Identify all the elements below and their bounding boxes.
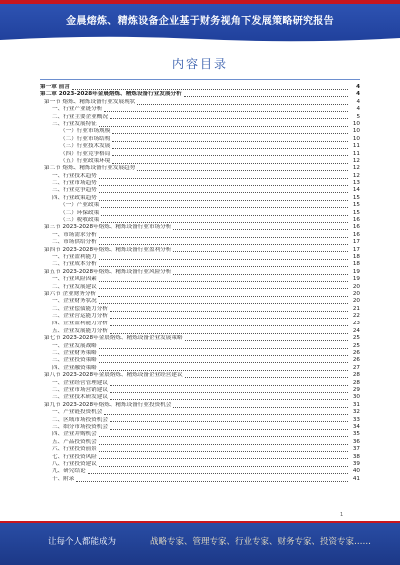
toc-leader-dots xyxy=(101,215,348,216)
toc-entry[interactable] xyxy=(40,284,360,291)
toc-entry-label: 第七节 2023-2028年金晨熔炼、精炼设备企业发展策略 xyxy=(44,335,183,342)
toc-entry-page: 34 xyxy=(352,423,360,430)
toc-entry-page: 32 xyxy=(352,409,360,416)
toc-entry-label: 三、企业营运能力分析 xyxy=(52,313,108,320)
report-header xyxy=(0,0,400,44)
toc-entry-label: （一）产业政策 xyxy=(60,202,100,209)
toc-entry-page: 4 xyxy=(356,84,360,90)
toc-leader-dots xyxy=(112,163,348,164)
toc-entry[interactable] xyxy=(40,106,360,113)
toc-leader-dots xyxy=(72,89,348,90)
toc-leader-dots xyxy=(99,362,348,363)
toc-entry-page: 37 xyxy=(352,446,360,453)
toc-entry[interactable] xyxy=(40,321,360,328)
toc-entry[interactable] xyxy=(40,335,360,342)
toc-entry-label: 第六节 企业财务分析 xyxy=(44,290,97,297)
toc-entry[interactable] xyxy=(40,276,360,283)
toc-entry-label: 二、市场供给分析 xyxy=(52,239,97,246)
toc-entry[interactable] xyxy=(40,402,360,409)
toc-entry-page: 17 xyxy=(352,246,360,253)
report-footer xyxy=(0,521,400,565)
toc-entry[interactable] xyxy=(40,343,360,350)
toc-leader-dots xyxy=(173,274,348,275)
toc-entry[interactable] xyxy=(40,114,360,121)
toc-entry-page: 18 xyxy=(352,253,360,260)
toc-entry[interactable] xyxy=(40,84,360,91)
toc-leader-dots xyxy=(101,222,348,223)
toc-entry-page: 21 xyxy=(352,305,360,312)
toc-entry-label: （五）行业政策环境 xyxy=(60,157,111,164)
toc-leader-dots xyxy=(173,229,348,230)
toc-entry-page: 20 xyxy=(352,290,360,297)
toc-entry[interactable] xyxy=(40,217,360,224)
toc-entry-page: 15 xyxy=(352,202,360,209)
toc-entry-label: 一、企业发展战略 xyxy=(52,342,97,349)
toc-leader-dots xyxy=(99,466,348,467)
toc-entry-label: 五、企业发展能力分析 xyxy=(52,327,108,334)
toc-entry-label: 一、企业财务状况 xyxy=(52,298,97,305)
toc-leader-dots xyxy=(137,170,348,171)
toc-divider xyxy=(40,79,360,80)
toc-entry-label: 三、行业发展特征 xyxy=(52,120,97,127)
toc-leader-dots xyxy=(112,133,348,134)
toc-entry-label: 一、行业风险因素 xyxy=(52,276,97,283)
toc-entry[interactable] xyxy=(40,136,360,143)
toc-entry-page: 31 xyxy=(352,401,360,408)
toc-entry[interactable] xyxy=(40,195,360,202)
toc-entry-label: （三）行业技术发展 xyxy=(60,143,111,150)
toc-leader-dots xyxy=(110,325,348,326)
toc-entry[interactable] xyxy=(40,424,360,431)
toc-title: 内容目录 xyxy=(171,57,228,71)
toc-leader-dots xyxy=(185,377,348,378)
toc-entry[interactable] xyxy=(40,417,360,424)
toc-entry[interactable] xyxy=(40,387,360,394)
toc-entry-label: 九、研究结论 xyxy=(52,468,86,475)
toc-entry[interactable] xyxy=(40,380,360,387)
toc-entry-label: （二）环保政策 xyxy=(60,209,100,216)
toc-entry-page: 11 xyxy=(352,150,360,157)
toc-entry-page: 29 xyxy=(352,387,360,393)
toc-entry-label: 七、行业投资风险 xyxy=(52,453,97,460)
toc-entry-label: 第一章 前言 xyxy=(40,84,70,90)
toc-entry-page: 17 xyxy=(352,239,360,246)
toc-entry[interactable] xyxy=(40,254,360,261)
toc-entry-label: 一、行业产业链分析 xyxy=(52,106,103,113)
footer-accent-stripe xyxy=(0,521,400,523)
toc-leader-dots xyxy=(104,111,348,112)
toc-entry[interactable] xyxy=(40,99,360,106)
toc-entry-label: 二、区域市场投资机会 xyxy=(52,416,108,423)
toc-leader-dots xyxy=(99,192,348,193)
toc-entry-label: 第一节 熔炼、精炼设备行业发展现状 xyxy=(44,98,136,105)
toc-leader-dots xyxy=(110,333,348,334)
toc-entry-page: 16 xyxy=(352,217,360,224)
toc-entry[interactable] xyxy=(40,454,360,461)
toc-leader-dots xyxy=(110,399,348,400)
toc-leader-dots xyxy=(99,303,348,304)
toc-entry-label: 第九节 2023-2028年熔炼、精炼设备行业投资机会 xyxy=(44,401,172,408)
toc-entry[interactable] xyxy=(40,468,360,475)
toc-entry[interactable] xyxy=(40,151,360,158)
toc-entry[interactable] xyxy=(40,291,360,298)
toc-entry-label: 六、行业投资前景 xyxy=(52,446,97,453)
toc-entry[interactable] xyxy=(40,261,360,268)
toc-entry-page: 4 xyxy=(356,91,360,98)
toc-entry[interactable] xyxy=(40,328,360,335)
report-title: 金晨熔炼、精炼设备企业基于财务视角下发展策略研究报告 xyxy=(66,16,334,27)
toc-entry-label: 第二节 熔炼、精炼设备行业发展趋势 xyxy=(44,165,136,172)
toc-entry[interactable] xyxy=(40,165,360,172)
toc-leader-dots xyxy=(99,355,348,356)
toc-leader-dots xyxy=(173,407,348,408)
toc-entry-page: 15 xyxy=(352,209,360,216)
toc-entry-page: 4 xyxy=(356,106,360,113)
toc-entry[interactable] xyxy=(40,313,360,320)
toc-entry-label: 二、企业偿债能力分析 xyxy=(52,305,108,312)
toc-leader-dots xyxy=(110,318,348,319)
toc-entry-label: 第四节 2023-2028年熔炼、精炼设备行业盈利分析 xyxy=(44,246,172,253)
toc-entry-page: 28 xyxy=(352,372,360,379)
toc-entry-label: 十、附录 xyxy=(52,475,75,482)
toc-leader-dots xyxy=(76,481,348,482)
toc-entry-page: 18 xyxy=(352,261,360,268)
toc-leader-dots xyxy=(104,414,348,415)
toc-entry[interactable] xyxy=(40,121,360,128)
toc-leader-dots xyxy=(99,288,348,289)
toc-entry[interactable] xyxy=(40,158,360,165)
toc-entry-page: 22 xyxy=(352,313,360,320)
toc-entry[interactable] xyxy=(40,224,360,231)
toc-entry[interactable] xyxy=(40,431,360,438)
toc-entry-label: 二、行业市场趋势 xyxy=(52,180,97,187)
table-of-contents xyxy=(40,84,360,483)
toc-leader-dots xyxy=(185,340,348,341)
toc-entry-page: 36 xyxy=(352,438,360,445)
toc-entry[interactable] xyxy=(40,91,360,98)
toc-entry-page: 19 xyxy=(352,276,360,283)
toc-entry-page: 41 xyxy=(352,475,360,482)
toc-entry-label: （一）行业市场规模 xyxy=(60,128,111,135)
toc-entry-page: 16 xyxy=(352,224,360,231)
toc-leader-dots xyxy=(99,436,348,437)
toc-entry-label: 一、行业技术趋势 xyxy=(52,172,97,179)
toc-entry-page: 25 xyxy=(352,335,360,342)
header-wave-decoration xyxy=(0,34,400,44)
toc-entry-label: 二、行业发展建议 xyxy=(52,283,97,290)
toc-entry-label: 第五节 2023-2028年熔炼、精炼设备行业风险分析 xyxy=(44,268,172,275)
toc-entry-label: 二、企业财务策略 xyxy=(52,350,97,357)
toc-entry-label: （四）行业竞争格局 xyxy=(60,150,111,157)
toc-entry-page: 15 xyxy=(352,194,360,201)
toc-entry[interactable] xyxy=(40,357,360,364)
toc-entry-page: 23 xyxy=(352,320,360,327)
toc-entry-page: 10 xyxy=(352,120,360,127)
toc-entry-page: 27 xyxy=(352,364,360,371)
toc-entry-label: 四、企业盈利能力分析 xyxy=(52,320,108,327)
toc-entry[interactable] xyxy=(40,372,360,379)
toc-entry-label: 一、市场需求分析 xyxy=(52,231,97,238)
toc-entry-label: 四、企业并购机会 xyxy=(52,431,97,438)
toc-entry-label: 五、产品投资机会 xyxy=(52,438,97,445)
footer-slogan: 让每个人都能成为 xyxy=(48,537,117,547)
toc-leader-dots xyxy=(112,155,348,156)
toc-entry-page: 10 xyxy=(352,135,360,142)
toc-entry-page: 24 xyxy=(352,327,360,334)
toc-leader-dots xyxy=(99,370,348,371)
toc-leader-dots xyxy=(99,244,348,245)
toc-entry-label: 三、企业技术研发建议 xyxy=(52,394,108,401)
toc-entry[interactable] xyxy=(40,180,360,187)
toc-entry-label: （二）行业市场结构 xyxy=(60,135,111,142)
header-accent-stripe xyxy=(0,0,400,4)
toc-leader-dots xyxy=(99,444,348,445)
toc-entry[interactable] xyxy=(40,306,360,313)
toc-leader-dots xyxy=(110,385,348,386)
toc-entry-page: 25 xyxy=(352,342,360,349)
toc-entry-page: 16 xyxy=(352,231,360,238)
toc-entry-label: 二、企业市场营销建议 xyxy=(52,387,108,393)
toc-leader-dots xyxy=(99,266,348,267)
toc-leader-dots xyxy=(110,421,348,422)
toc-leader-dots xyxy=(99,259,348,260)
toc-entry-label: 一、产业链投资机会 xyxy=(52,409,103,416)
toc-entry-page: 14 xyxy=(352,187,360,194)
toc-entry-page: 19 xyxy=(352,268,360,275)
toc-entry-page: 26 xyxy=(352,350,360,357)
toc-entry-page: 4 xyxy=(356,98,360,105)
toc-leader-dots xyxy=(99,281,348,282)
toc-entry-page: 5 xyxy=(356,113,360,120)
toc-entry-page: 30 xyxy=(352,394,360,401)
toc-entry-page: 12 xyxy=(352,157,360,164)
toc-entry-page: 11 xyxy=(352,143,360,150)
toc-entry-label: 三、细分市场投资机会 xyxy=(52,423,108,430)
toc-entry-page: 33 xyxy=(352,416,360,423)
toc-entry[interactable] xyxy=(40,239,360,246)
toc-leader-dots xyxy=(98,296,348,297)
toc-entry-label: 第八节 2023-2028年金晨熔炼、精炼设备企业经营建议 xyxy=(44,372,183,379)
toc-entry-label: 三、企业投资策略 xyxy=(52,357,97,364)
toc-entry[interactable] xyxy=(40,439,360,446)
toc-entry-page: 35 xyxy=(352,431,360,438)
toc-entry-page: 40 xyxy=(352,468,360,475)
toc-leader-dots xyxy=(99,126,348,127)
toc-entry-label: 二、行业主要企业概况 xyxy=(52,113,108,120)
toc-entry[interactable] xyxy=(40,143,360,150)
toc-entry-page: 10 xyxy=(352,128,360,135)
toc-entry[interactable] xyxy=(40,409,360,416)
toc-leader-dots xyxy=(99,458,348,459)
toc-entry-label: 三、行业竞争趋势 xyxy=(52,187,97,194)
toc-entry-label: 一、企业经营管理建议 xyxy=(52,379,108,386)
toc-entry[interactable] xyxy=(40,461,360,468)
toc-entry[interactable] xyxy=(40,350,360,357)
toc-leader-dots xyxy=(110,118,348,119)
toc-leader-dots xyxy=(184,96,348,97)
toc-entry[interactable] xyxy=(40,269,360,276)
toc-leader-dots xyxy=(110,429,348,430)
toc-entry[interactable] xyxy=(40,247,360,254)
toc-entry-label: 八、行业投资建议 xyxy=(52,460,97,467)
toc-entry-page: 12 xyxy=(352,172,360,179)
toc-entry-page: 38 xyxy=(352,453,360,460)
toc-leader-dots xyxy=(112,141,348,142)
toc-leader-dots xyxy=(110,311,348,312)
page-number: 1 xyxy=(340,512,344,518)
toc-entry[interactable] xyxy=(40,232,360,239)
toc-entry[interactable] xyxy=(40,128,360,135)
toc-entry[interactable] xyxy=(40,394,360,401)
toc-entry-label: 二、行业成本分析 xyxy=(52,261,97,268)
footer-roles: 战略专家、管理专家、行业专家、财务专家、投资专家…… xyxy=(150,537,372,547)
toc-entry-label: 四、行业政策趋势 xyxy=(52,194,97,201)
toc-entry[interactable] xyxy=(40,446,360,453)
toc-entry-page: 13 xyxy=(352,180,360,187)
toc-leader-dots xyxy=(112,148,348,149)
toc-leader-dots xyxy=(99,185,348,186)
toc-leader-dots xyxy=(88,473,348,474)
toc-entry-label: （三）税收政策 xyxy=(60,217,100,224)
toc-leader-dots xyxy=(99,348,348,349)
toc-entry-page: 39 xyxy=(352,460,360,467)
toc-leader-dots xyxy=(137,104,348,105)
toc-entry-page: 12 xyxy=(352,165,360,172)
toc-leader-dots xyxy=(110,392,348,393)
toc-entry[interactable] xyxy=(40,210,360,217)
toc-entry-page: 28 xyxy=(352,379,360,386)
toc-leader-dots xyxy=(99,200,348,201)
toc-entry[interactable] xyxy=(40,173,360,180)
toc-entry-label: 四、企业融资策略 xyxy=(52,364,97,371)
toc-entry-page: 26 xyxy=(352,357,360,364)
toc-leader-dots xyxy=(99,451,348,452)
toc-entry[interactable] xyxy=(40,365,360,372)
toc-entry-page: 20 xyxy=(352,298,360,305)
toc-entry-label: 一、行业盈利能力 xyxy=(52,253,97,260)
toc-leader-dots xyxy=(99,237,348,238)
toc-entry-label: 第三节 2023-2028年熔炼、精炼设备行业市场分析 xyxy=(44,224,172,231)
toc-entry[interactable] xyxy=(40,187,360,194)
toc-entry-label: 第二章 2023-2028年金晨熔炼、精炼设备行业发展分析 xyxy=(40,91,182,98)
toc-entry-page: 20 xyxy=(352,283,360,290)
toc-leader-dots xyxy=(99,178,348,179)
toc-leader-dots xyxy=(101,207,348,208)
toc-entry[interactable] xyxy=(40,202,360,209)
toc-entry[interactable] xyxy=(40,476,360,483)
toc-leader-dots xyxy=(173,251,348,252)
toc-entry[interactable] xyxy=(40,298,360,305)
